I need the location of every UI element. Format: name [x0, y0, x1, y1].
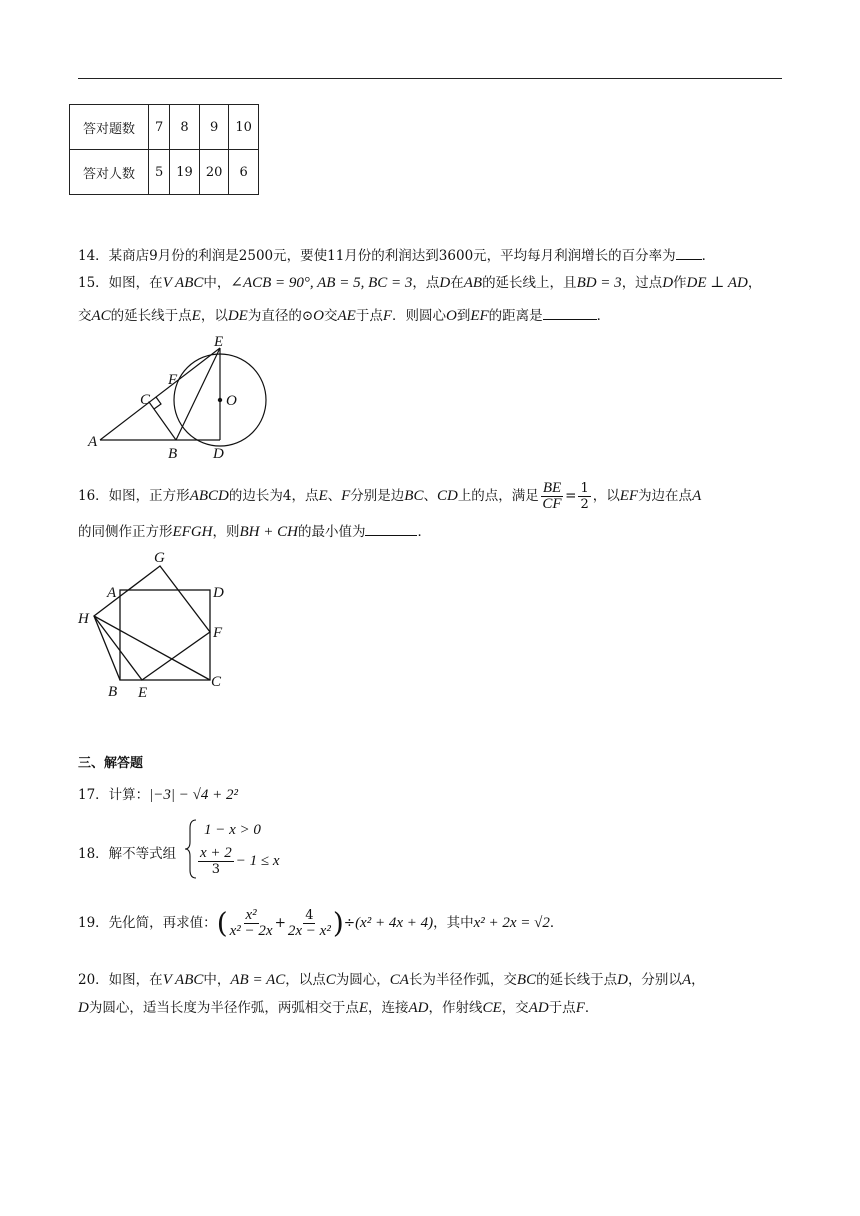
- question-15-line2: 交AC的延长线于点E，以DE为直径的⊙O交AE于点F．则圆心O到EF的距离是 ．: [78, 305, 610, 326]
- label-h: H: [78, 611, 89, 627]
- question-18: 18．解不等式组: [78, 846, 177, 862]
- label-a: A: [107, 585, 117, 601]
- segment-hc: [94, 616, 210, 680]
- question-15-line1: 15．如图，在V ABC中，∠ACB = 90°, AB = 5, BC = 3，点D在AB的延长线上，且BD = 3，过点D作DE ⊥ AD，: [78, 275, 762, 291]
- question-14: 14．某商店9月份的利润是2500元，要使11月份的利润达到3600元，平均每月利润增长的百分率为 ．: [78, 245, 715, 266]
- question-19: 19．先化简，再求值：( $\frac{\text{x²}}{\text{x² − 2x}}$ + $\frac{4}{\text{2x − x²}}$ )÷(x² + 4x + 4)，其中x² + 2x = √2．: [78, 906, 564, 940]
- fraction-a: $\frac{\text{x²}}{\text{x² − 2x}}$: [229, 907, 273, 939]
- fraction-b: $\frac{4}{\text{2x − x²}}$: [287, 908, 331, 939]
- label-f: F: [213, 625, 223, 641]
- table-cell: 9: [199, 105, 229, 150]
- answer-blank: [543, 305, 597, 320]
- table-cell: 10: [229, 105, 259, 150]
- figure-q16: [76, 544, 236, 704]
- label-c: C: [140, 392, 151, 408]
- inequality-2: $\frac{x + 2}{3}$ − 1 ≤ x: [200, 845, 280, 877]
- label-b: B: [168, 446, 178, 462]
- question-17: 17．计算：|−3| − √4 + 2²: [78, 787, 239, 803]
- right-angle-mark: [154, 397, 161, 409]
- section-heading: 三、解答题: [78, 756, 144, 771]
- label-d: D: [213, 585, 224, 601]
- table-row: [70, 105, 259, 150]
- question-20-line1: 20．如图，在V ABC中，AB = AC，以点C为圆心，CA长为半径作弧，交BC的延长线于点D，分别以A，: [78, 972, 705, 988]
- segment-be: [176, 348, 220, 440]
- table-cell: 20: [199, 150, 229, 195]
- label-g: G: [154, 550, 165, 566]
- fraction-half: $\frac{1}{2}$: [580, 481, 589, 512]
- figure-q15: [86, 336, 286, 464]
- table-cell: 19: [170, 150, 200, 195]
- table-cell: 7: [149, 105, 170, 150]
- label-o: O: [226, 393, 237, 409]
- table-cell: 5: [149, 150, 170, 195]
- answer-blank: [365, 521, 417, 536]
- inequality-1: 1 − x > 0: [204, 822, 261, 838]
- label-e: E: [214, 336, 224, 350]
- label-c: C: [211, 674, 222, 690]
- label-a: A: [88, 434, 98, 450]
- segment-ae: [100, 348, 220, 440]
- label-b: B: [108, 684, 118, 700]
- label-f: F: [168, 372, 178, 388]
- square-efgh: [94, 566, 210, 680]
- question-20-line2: D为圆心，适当长度为半径作弧，两弧相交于点E，连接AD，作射线CE，交AD于点F．: [78, 1000, 599, 1016]
- question-16-line1: 16．如图，正方形ABCD的边长为4，点E、F分别是边BC、CD上的点，满足 $\frac{BE}{CF}$ = $\frac{1}{2}$ ，以EF为边在点A: [78, 480, 702, 512]
- fraction-be-cf: $\frac{BE}{CF}$: [542, 480, 562, 512]
- answers-table: [69, 104, 259, 195]
- header-rule: [78, 78, 782, 79]
- center-dot: [218, 398, 222, 402]
- fraction-x2-3: $\frac{x + 2}{3}$: [200, 845, 232, 877]
- square-abcd: [120, 590, 210, 680]
- row-label: 答对题数: [70, 105, 149, 150]
- segment-hb: [94, 616, 120, 680]
- question-16-line2: 的同侧作正方形EFGH，则BH + CH的最小值为 ．: [78, 521, 431, 542]
- answer-blank: [676, 245, 702, 260]
- segment-cb: [149, 402, 176, 440]
- table-row: [70, 150, 259, 195]
- table-cell: 6: [229, 150, 259, 195]
- label-d: D: [213, 446, 224, 462]
- table-cell: 8: [170, 105, 200, 150]
- label-e: E: [138, 685, 148, 701]
- row-label: 答对人数: [70, 150, 149, 195]
